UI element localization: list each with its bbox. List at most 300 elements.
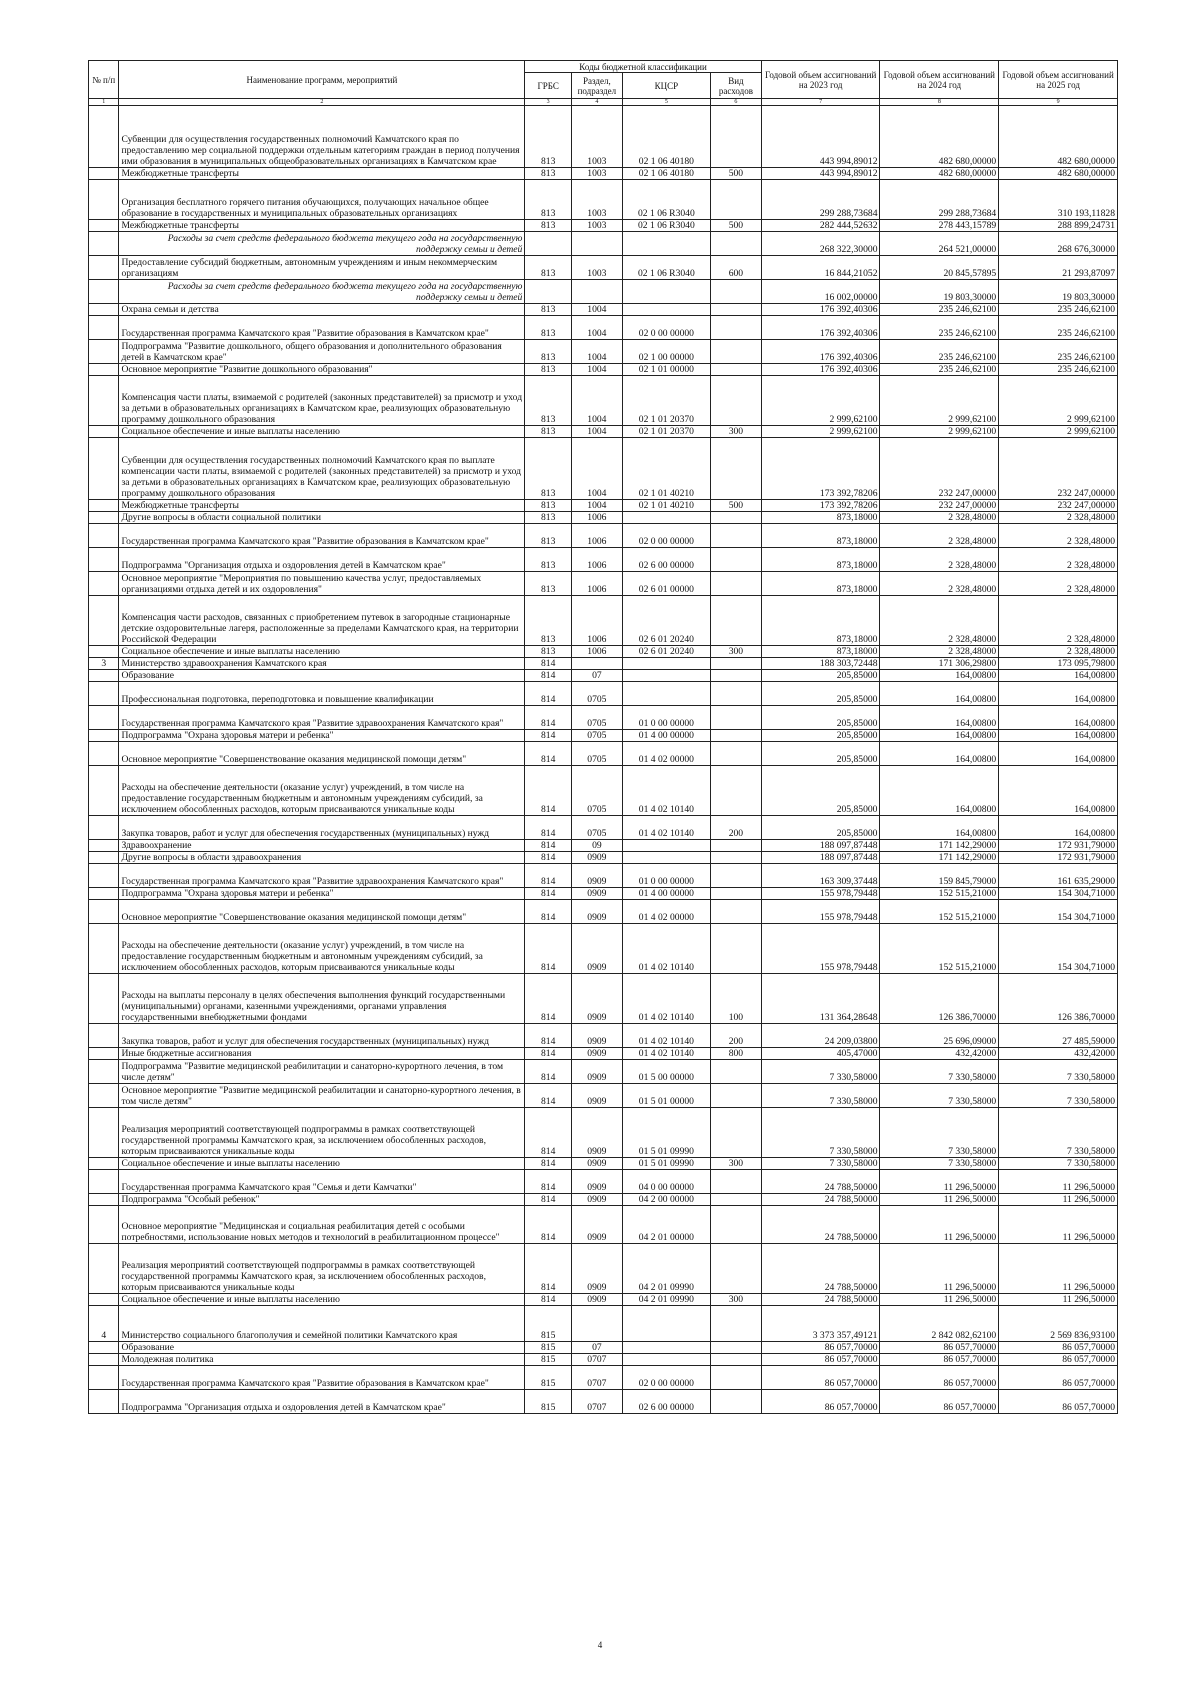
row-razdel: 09 <box>572 840 623 852</box>
row-vid: 500 <box>711 168 762 180</box>
row-razdel: 1006 <box>572 524 623 548</box>
table-row <box>89 742 1118 766</box>
row-kcsr <box>622 658 710 670</box>
table-row <box>89 1060 1118 1084</box>
row-vid <box>711 1342 762 1354</box>
row-amount-2023: 205,85000 <box>761 766 880 816</box>
row-grbs: 814 <box>525 706 572 730</box>
row-vid <box>711 852 762 864</box>
row-vid <box>711 340 762 364</box>
row-amount-2024: 2 999,62100 <box>880 426 999 438</box>
row-vid <box>711 1306 762 1342</box>
row-grbs: 815 <box>525 1366 572 1390</box>
row-amount-2024: 171 306,29800 <box>880 658 999 670</box>
row-grbs: 814 <box>525 1108 572 1158</box>
row-grbs: 815 <box>525 1342 572 1354</box>
row-vid <box>711 280 762 304</box>
row-number <box>89 304 119 316</box>
row-grbs: 814 <box>525 1244 572 1294</box>
row-name: Государственная программа Камчатского края "Развитие здравоохранения Камчатского края" <box>119 864 525 888</box>
row-number <box>89 572 119 596</box>
row-name: Подпрограмма "Охрана здоровья матери и ребенка" <box>119 730 525 742</box>
row-name: Министерство социального благополучия и семейной политики Камчатского края <box>119 1306 525 1342</box>
table-row <box>89 220 1118 232</box>
row-kcsr: 02 1 06 R3040 <box>622 180 710 220</box>
row-grbs: 814 <box>525 974 572 1024</box>
row-amount-2025: 2 328,48000 <box>999 596 1118 646</box>
row-amount-2023: 873,18000 <box>761 646 880 658</box>
row-razdel: 1004 <box>572 438 623 500</box>
row-razdel: 1004 <box>572 376 623 426</box>
row-kcsr: 02 1 01 20370 <box>622 376 710 426</box>
row-name: Социальное обеспечение и иные выплаты населению <box>119 426 525 438</box>
row-amount-2023: 16 844,21052 <box>761 256 880 280</box>
row-amount-2025: 482 680,00000 <box>999 168 1118 180</box>
table-row <box>89 1024 1118 1048</box>
row-amount-2025: 86 057,70000 <box>999 1366 1118 1390</box>
row-kcsr: 01 4 02 00000 <box>622 900 710 924</box>
table-row <box>89 106 1118 168</box>
row-vid: 100 <box>711 974 762 1024</box>
row-razdel: 1003 <box>572 106 623 168</box>
row-number <box>89 742 119 766</box>
row-amount-2024: 164,00800 <box>880 742 999 766</box>
row-razdel: 0909 <box>572 1244 623 1294</box>
row-amount-2023: 205,85000 <box>761 670 880 682</box>
row-vid <box>711 106 762 168</box>
row-amount-2023: 873,18000 <box>761 596 880 646</box>
row-amount-2025: 172 931,79000 <box>999 840 1118 852</box>
row-amount-2025: 27 485,59000 <box>999 1024 1118 1048</box>
row-razdel: 1003 <box>572 256 623 280</box>
table-row <box>89 256 1118 280</box>
row-razdel: 07 <box>572 1342 623 1354</box>
row-number <box>89 766 119 816</box>
table-row <box>89 974 1118 1024</box>
row-amount-2024: 2 328,48000 <box>880 596 999 646</box>
row-amount-2025: 7 330,58000 <box>999 1108 1118 1158</box>
row-grbs: 814 <box>525 888 572 900</box>
row-amount-2024: 7 330,58000 <box>880 1084 999 1108</box>
row-vid <box>711 232 762 256</box>
row-number <box>89 426 119 438</box>
row-vid <box>711 512 762 524</box>
row-amount-2024: 278 443,15789 <box>880 220 999 232</box>
row-name: Образование <box>119 1342 525 1354</box>
row-name: Расходы за счет средств федерального бюджета текущего года на государственную поддержку семьи и детей <box>119 280 525 304</box>
table-row <box>89 646 1118 658</box>
row-number <box>89 596 119 646</box>
row-razdel: 0909 <box>572 1048 623 1060</box>
row-amount-2025: 21 293,87097 <box>999 256 1118 280</box>
row-amount-2023: 173 392,78206 <box>761 500 880 512</box>
table-row <box>89 180 1118 220</box>
row-razdel: 0909 <box>572 924 623 974</box>
row-vid: 300 <box>711 1294 762 1306</box>
row-razdel: 0705 <box>572 682 623 706</box>
table-row <box>89 376 1118 426</box>
row-number <box>89 1390 119 1414</box>
row-kcsr: 02 6 00 00000 <box>622 548 710 572</box>
row-amount-2023: 188 097,87448 <box>761 852 880 864</box>
row-amount-2025: 2 328,48000 <box>999 646 1118 658</box>
row-amount-2023: 873,18000 <box>761 512 880 524</box>
row-kcsr <box>622 670 710 682</box>
row-name: Другие вопросы в области социальной политики <box>119 512 525 524</box>
row-kcsr <box>622 1306 710 1342</box>
row-name: Межбюджетные трансферты <box>119 500 525 512</box>
row-number <box>89 438 119 500</box>
row-vid: 500 <box>711 220 762 232</box>
row-amount-2023: 873,18000 <box>761 548 880 572</box>
row-name: Расходы на обеспечение деятельности (оказание услуг) учреждений, в том числе на предоставление государственным бюджетным и автономным учреждениям субсидий, за исключением обособленных расходов, которым присваиваются уникальные коды <box>119 924 525 974</box>
row-amount-2024: 11 296,50000 <box>880 1194 999 1206</box>
table-row <box>89 1390 1118 1414</box>
row-kcsr <box>622 682 710 706</box>
row-kcsr: 01 0 00 00000 <box>622 864 710 888</box>
table-row <box>89 1170 1118 1194</box>
row-amount-2024: 11 296,50000 <box>880 1170 999 1194</box>
row-grbs: 814 <box>525 670 572 682</box>
row-name: Расходы на выплаты персоналу в целях обеспечения выполнения функций государственными (муниципальными) органами, казенными учреждениями, органами управления государственными внебюджетными фондами <box>119 974 525 1024</box>
row-kcsr: 02 6 01 20240 <box>622 646 710 658</box>
row-amount-2024: 19 803,30000 <box>880 280 999 304</box>
row-number <box>89 1024 119 1048</box>
row-grbs: 814 <box>525 852 572 864</box>
row-razdel: 0909 <box>572 1060 623 1084</box>
row-number <box>89 1170 119 1194</box>
row-name: Социальное обеспечение и иные выплаты населению <box>119 1158 525 1170</box>
col-index: 3 <box>525 99 572 106</box>
row-kcsr: 01 4 02 10140 <box>622 766 710 816</box>
row-amount-2024: 164,00800 <box>880 730 999 742</box>
row-razdel: 0909 <box>572 1108 623 1158</box>
row-razdel: 0909 <box>572 1084 623 1108</box>
row-grbs: 813 <box>525 524 572 548</box>
row-vid <box>711 1354 762 1366</box>
row-razdel: 0909 <box>572 1206 623 1244</box>
row-number <box>89 924 119 974</box>
table-row <box>89 864 1118 888</box>
row-amount-2025: 2 999,62100 <box>999 426 1118 438</box>
row-amount-2025: 268 676,30000 <box>999 232 1118 256</box>
row-grbs: 814 <box>525 658 572 670</box>
table-row <box>89 1158 1118 1170</box>
row-amount-2025: 11 296,50000 <box>999 1206 1118 1244</box>
row-vid <box>711 316 762 340</box>
row-name: Расходы за счет средств федерального бюджета текущего года на государственную поддержку семьи и детей <box>119 232 525 256</box>
row-amount-2025: 173 095,79800 <box>999 658 1118 670</box>
row-amount-2024: 11 296,50000 <box>880 1294 999 1306</box>
table-row <box>89 670 1118 682</box>
row-number <box>89 1048 119 1060</box>
row-razdel: 0909 <box>572 1158 623 1170</box>
table-row <box>89 1366 1118 1390</box>
row-kcsr: 02 1 06 40180 <box>622 106 710 168</box>
table-row <box>89 1108 1118 1158</box>
row-amount-2025: 2 328,48000 <box>999 512 1118 524</box>
table-row <box>89 438 1118 500</box>
row-kcsr: 01 4 02 10140 <box>622 816 710 840</box>
row-number <box>89 512 119 524</box>
row-grbs <box>525 232 572 256</box>
row-vid <box>711 1206 762 1244</box>
row-vid: 200 <box>711 1024 762 1048</box>
header-name: Наименование программ, мероприятий <box>119 61 525 99</box>
row-razdel: 1006 <box>572 646 623 658</box>
row-razdel: 1004 <box>572 340 623 364</box>
row-amount-2025: 2 328,48000 <box>999 572 1118 596</box>
row-amount-2023: 205,85000 <box>761 706 880 730</box>
row-vid: 600 <box>711 256 762 280</box>
row-kcsr <box>622 840 710 852</box>
row-vid <box>711 180 762 220</box>
row-amount-2024: 2 999,62100 <box>880 376 999 426</box>
row-amount-2025: 232 247,00000 <box>999 438 1118 500</box>
row-grbs: 813 <box>525 426 572 438</box>
row-number <box>89 730 119 742</box>
row-grbs: 814 <box>525 1294 572 1306</box>
row-name: Реализация мероприятий соответствующей подпрограммы в рамках соответствующей государственной программы Камчатского края, за исключением обособленных расходов, которым присваиваются уникальные коды <box>119 1108 525 1158</box>
table-body <box>89 106 1118 1414</box>
row-razdel <box>572 1306 623 1342</box>
row-grbs: 813 <box>525 256 572 280</box>
row-vid <box>711 670 762 682</box>
row-amount-2023: 205,85000 <box>761 816 880 840</box>
row-number <box>89 548 119 572</box>
row-amount-2024: 164,00800 <box>880 766 999 816</box>
table-row <box>89 280 1118 304</box>
row-vid <box>711 438 762 500</box>
page-number: 4 <box>597 1640 603 1650</box>
table-row <box>89 364 1118 376</box>
table-row <box>89 852 1118 864</box>
row-name: Подпрограмма "Особый ребенок" <box>119 1194 525 1206</box>
row-name: Основное мероприятие "Совершенствование оказания медицинской помощи детям" <box>119 742 525 766</box>
row-amount-2024: 2 328,48000 <box>880 524 999 548</box>
header-razdel: Раздел, подраздел <box>572 73 623 99</box>
row-amount-2024: 171 142,29000 <box>880 852 999 864</box>
budget-sheet <box>88 60 1118 1414</box>
row-kcsr: 02 0 00 00000 <box>622 316 710 340</box>
row-vid <box>711 1366 762 1390</box>
row-amount-2024: 232 247,00000 <box>880 438 999 500</box>
row-amount-2024: 232 247,00000 <box>880 500 999 512</box>
row-grbs: 814 <box>525 1048 572 1060</box>
row-vid <box>711 304 762 316</box>
row-amount-2024: 164,00800 <box>880 682 999 706</box>
row-kcsr: 02 1 06 R3040 <box>622 256 710 280</box>
row-amount-2024: 164,00800 <box>880 816 999 840</box>
row-grbs: 814 <box>525 1194 572 1206</box>
row-grbs: 815 <box>525 1390 572 1414</box>
row-amount-2023: 155 978,79448 <box>761 924 880 974</box>
row-name: Здравоохранение <box>119 840 525 852</box>
row-grbs: 813 <box>525 646 572 658</box>
row-razdel: 0909 <box>572 864 623 888</box>
col-index: 2 <box>119 99 525 106</box>
row-name: Подпрограмма "Организация отдыха и оздоровления детей в Камчатском крае" <box>119 548 525 572</box>
row-name: Иные бюджетные ассигнования <box>119 1048 525 1060</box>
row-amount-2025: 164,00800 <box>999 730 1118 742</box>
row-name: Образование <box>119 670 525 682</box>
row-number <box>89 1206 119 1244</box>
table-row <box>89 730 1118 742</box>
header-grbs: ГРБС <box>525 73 572 99</box>
row-amount-2025: 11 296,50000 <box>999 1294 1118 1306</box>
row-razdel: 1003 <box>572 168 623 180</box>
row-amount-2025: 164,00800 <box>999 670 1118 682</box>
row-razdel: 1003 <box>572 180 623 220</box>
row-kcsr: 02 6 01 00000 <box>622 572 710 596</box>
row-razdel: 1004 <box>572 364 623 376</box>
row-vid: 300 <box>711 426 762 438</box>
row-amount-2024: 235 246,62100 <box>880 304 999 316</box>
header-codes-group: Коды бюджетной классификации <box>525 61 761 73</box>
row-amount-2023: 443 994,89012 <box>761 106 880 168</box>
row-name: Государственная программа Камчатского края "Семья и дети Камчатки" <box>119 1170 525 1194</box>
row-name: Межбюджетные трансферты <box>119 168 525 180</box>
row-number: 3 <box>89 658 119 670</box>
row-kcsr: 04 2 00 00000 <box>622 1194 710 1206</box>
row-amount-2023: 176 392,40306 <box>761 304 880 316</box>
table-row <box>89 168 1118 180</box>
row-number <box>89 682 119 706</box>
row-amount-2025: 161 635,29000 <box>999 864 1118 888</box>
row-amount-2024: 126 386,70000 <box>880 974 999 1024</box>
row-amount-2023: 405,47000 <box>761 1048 880 1060</box>
row-name: Профессиональная подготовка, переподготовка и повышение квалификации <box>119 682 525 706</box>
row-kcsr: 01 0 00 00000 <box>622 706 710 730</box>
row-razdel: 1006 <box>572 548 623 572</box>
row-amount-2025: 154 304,71000 <box>999 900 1118 924</box>
row-vid <box>711 706 762 730</box>
row-grbs: 813 <box>525 168 572 180</box>
row-kcsr: 04 2 01 00000 <box>622 1206 710 1244</box>
table-row <box>89 426 1118 438</box>
row-amount-2025: 86 057,70000 <box>999 1342 1118 1354</box>
row-kcsr: 01 4 00 00000 <box>622 888 710 900</box>
row-amount-2025: 164,00800 <box>999 706 1118 730</box>
row-kcsr: 01 4 02 10140 <box>622 1048 710 1060</box>
row-kcsr <box>622 852 710 864</box>
row-amount-2023: 86 057,70000 <box>761 1390 880 1414</box>
row-vid <box>711 524 762 548</box>
row-name: Компенсация части расходов, связанных с приобретением путевок в загородные стационарные детские оздоровительные лагеря, расположенные за пределами Камчатского края, на территории Российской Федерации <box>119 596 525 646</box>
row-amount-2023: 24 788,50000 <box>761 1206 880 1244</box>
row-razdel: 1006 <box>572 512 623 524</box>
row-amount-2023: 24 788,50000 <box>761 1170 880 1194</box>
table-row <box>89 1206 1118 1244</box>
table-row <box>89 1306 1118 1342</box>
row-amount-2024: 7 330,58000 <box>880 1158 999 1170</box>
row-razdel: 1006 <box>572 572 623 596</box>
row-amount-2024: 152 515,21000 <box>880 924 999 974</box>
row-amount-2024: 2 328,48000 <box>880 572 999 596</box>
row-kcsr <box>622 304 710 316</box>
row-kcsr: 01 4 02 10140 <box>622 1024 710 1048</box>
row-amount-2025: 164,00800 <box>999 742 1118 766</box>
row-grbs: 814 <box>525 766 572 816</box>
row-name: Другие вопросы в области здравоохранения <box>119 852 525 864</box>
row-grbs: 814 <box>525 682 572 706</box>
row-name: Закупка товаров, работ и услуг для обеспечения государственных (муниципальных) нужд <box>119 1024 525 1048</box>
row-amount-2023: 176 392,40306 <box>761 340 880 364</box>
row-amount-2025: 86 057,70000 <box>999 1354 1118 1366</box>
table-row <box>89 900 1118 924</box>
table-row <box>89 1342 1118 1354</box>
row-name: Подпрограмма "Охрана здоровья матери и ребенка" <box>119 888 525 900</box>
col-index: 8 <box>880 99 999 106</box>
row-grbs: 814 <box>525 1206 572 1244</box>
row-name: Государственная программа Камчатского края "Развитие образования в Камчатском крае" <box>119 316 525 340</box>
row-name: Министерство здравоохранения Камчатского края <box>119 658 525 670</box>
row-vid: 800 <box>711 1048 762 1060</box>
table-row <box>89 682 1118 706</box>
row-name: Основное мероприятие "Совершенствование оказания медицинской помощи детям" <box>119 900 525 924</box>
row-number <box>89 900 119 924</box>
row-razdel: 0705 <box>572 816 623 840</box>
row-razdel: 1004 <box>572 500 623 512</box>
col-index: 5 <box>622 99 710 106</box>
row-amount-2023: 3 373 357,49121 <box>761 1306 880 1342</box>
row-vid: 300 <box>711 646 762 658</box>
row-amount-2024: 86 057,70000 <box>880 1342 999 1354</box>
row-amount-2025: 2 328,48000 <box>999 524 1118 548</box>
row-vid <box>711 1170 762 1194</box>
row-amount-2024: 235 246,62100 <box>880 364 999 376</box>
row-number <box>89 1060 119 1084</box>
row-kcsr: 01 5 01 00000 <box>622 1084 710 1108</box>
row-amount-2024: 7 330,58000 <box>880 1060 999 1084</box>
row-amount-2024: 2 842 082,62100 <box>880 1306 999 1342</box>
row-amount-2024: 171 142,29000 <box>880 840 999 852</box>
row-amount-2023: 873,18000 <box>761 524 880 548</box>
row-amount-2025: 235 246,62100 <box>999 364 1118 376</box>
row-amount-2023: 24 788,50000 <box>761 1194 880 1206</box>
row-razdel: 0705 <box>572 730 623 742</box>
row-grbs: 814 <box>525 1060 572 1084</box>
row-amount-2023: 173 392,78206 <box>761 438 880 500</box>
row-grbs: 813 <box>525 340 572 364</box>
row-amount-2025: 2 328,48000 <box>999 548 1118 572</box>
row-razdel: 0707 <box>572 1354 623 1366</box>
row-amount-2025: 235 246,62100 <box>999 304 1118 316</box>
table-row <box>89 500 1118 512</box>
row-vid <box>711 840 762 852</box>
row-amount-2024: 432,42000 <box>880 1048 999 1060</box>
row-amount-2025: 2 999,62100 <box>999 376 1118 426</box>
row-kcsr: 02 1 06 40180 <box>622 168 710 180</box>
row-number <box>89 364 119 376</box>
row-amount-2023: 188 097,87448 <box>761 840 880 852</box>
row-amount-2023: 205,85000 <box>761 742 880 766</box>
row-vid <box>711 888 762 900</box>
table-row <box>89 766 1118 816</box>
row-amount-2025: 164,00800 <box>999 816 1118 840</box>
row-amount-2024: 159 845,79000 <box>880 864 999 888</box>
row-amount-2024: 482 680,00000 <box>880 168 999 180</box>
row-vid <box>711 364 762 376</box>
row-number <box>89 888 119 900</box>
row-razdel: 0707 <box>572 1366 623 1390</box>
row-vid <box>711 682 762 706</box>
row-amount-2023: 205,85000 <box>761 730 880 742</box>
row-grbs: 813 <box>525 376 572 426</box>
header-num: № п/п <box>89 61 119 99</box>
row-name: Предоставление субсидий бюджетным, автономным учреждениям и иным некоммерческим организациям <box>119 256 525 280</box>
table-row <box>89 548 1118 572</box>
